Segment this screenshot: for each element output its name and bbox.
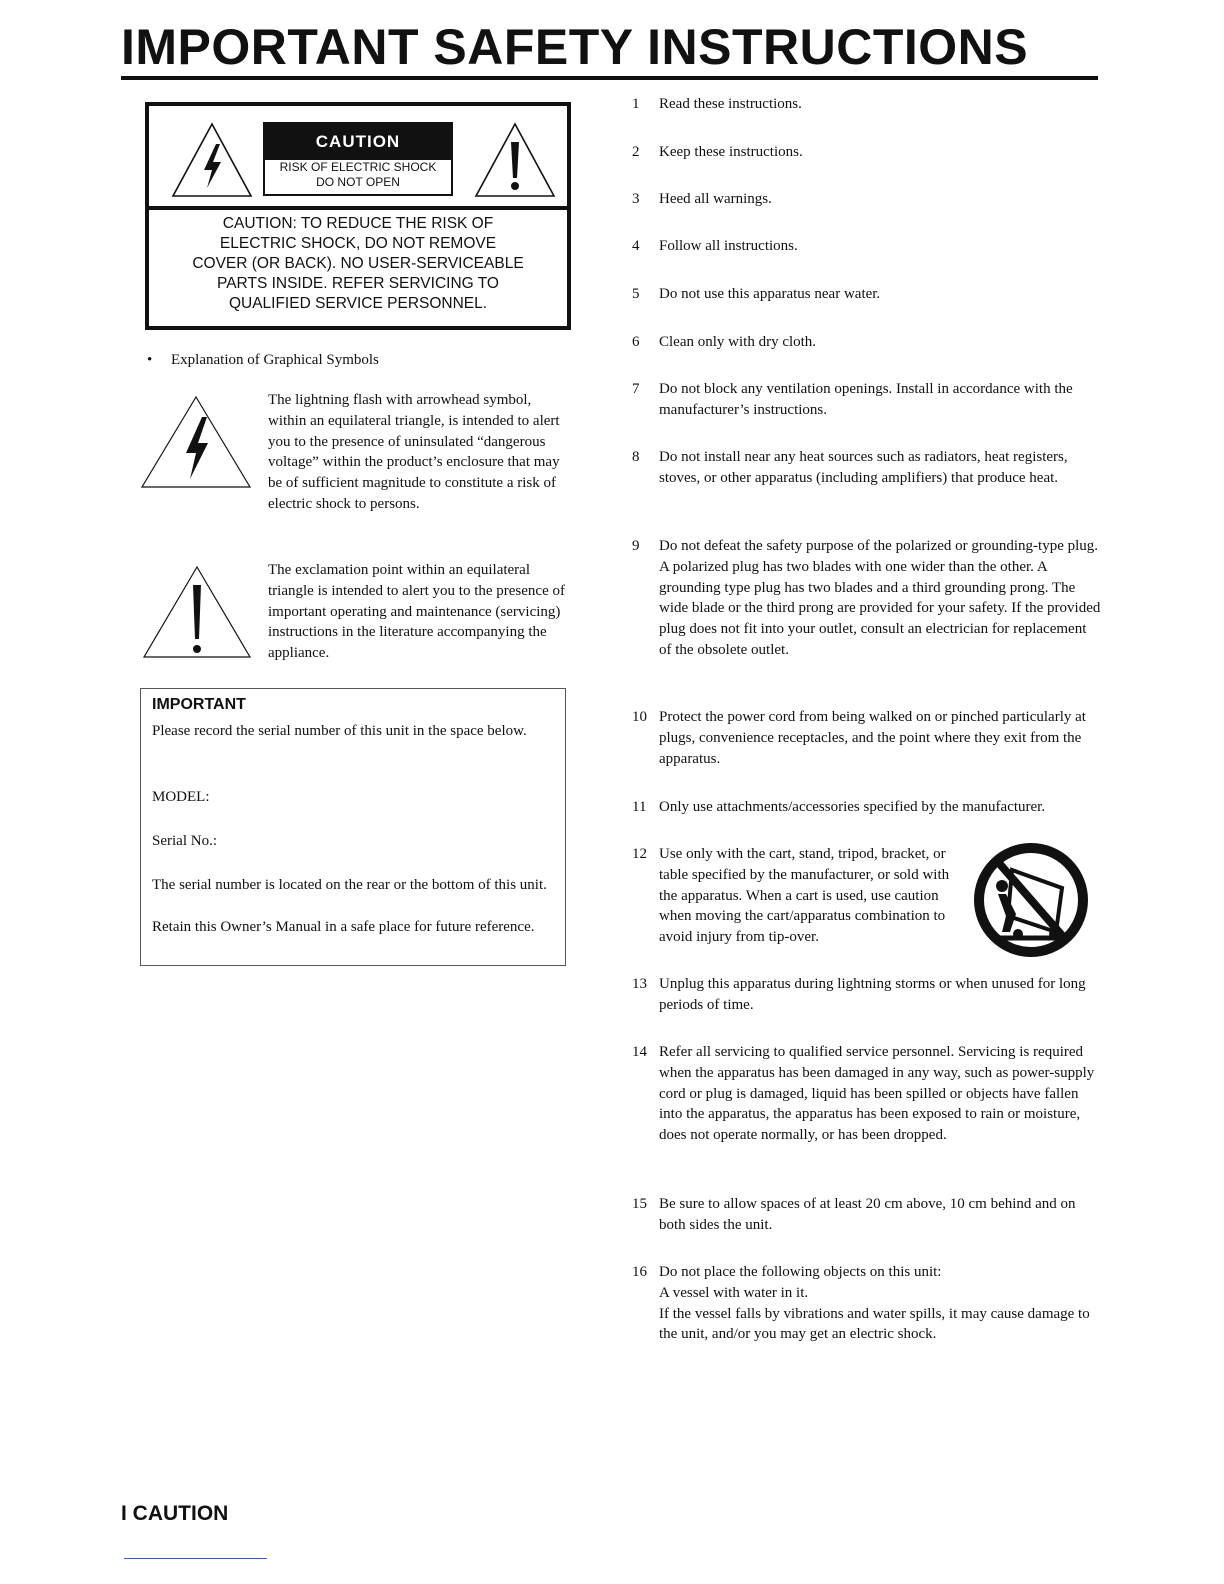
caution-label-line1: RISK OF ELECTRIC SHOCK bbox=[279, 160, 437, 174]
instruction-text: Unplug this apparatus during lightning storms or when unused for long periods of time. bbox=[659, 976, 1086, 1013]
exclamation-symbol-icon bbox=[142, 565, 252, 659]
caution-text-line: ELECTRIC SHOCK, DO NOT REMOVE bbox=[219, 235, 497, 252]
instruction-item bbox=[632, 974, 1102, 1016]
instruction-text: Protect the power cord from being walked on or pinched particularly at plugs, convenience receptacles, and the point where they exit from the apparatus. bbox=[659, 709, 1086, 767]
caution-label-line2: DO NOT OPEN bbox=[316, 175, 400, 189]
instruction-item bbox=[632, 189, 1102, 210]
instruction-text: Use only with the cart, stand, tripod, bracket, or table specified by the manufacturer, or sold with the apparatus. When a cart is used, use caution when moving the cart/apparatus combination to avoid injury from tip-over. bbox=[659, 846, 950, 946]
instruction-number: 12 bbox=[632, 846, 647, 862]
instruction-number: 8 bbox=[632, 449, 640, 465]
instruction-item bbox=[632, 536, 1102, 661]
instruction-text: Do not install near any heat sources such as radiators, heat registers, stoves, or other apparatus (including amplifiers) that produce heat. bbox=[659, 449, 1068, 486]
instruction-number: 10 bbox=[632, 709, 647, 725]
instruction-number: 13 bbox=[632, 976, 647, 992]
instruction-number: 11 bbox=[632, 799, 647, 815]
caution-box bbox=[145, 102, 571, 330]
instruction-item bbox=[632, 94, 1102, 115]
model-label: MODEL: bbox=[152, 789, 210, 805]
important-title: IMPORTANT bbox=[152, 696, 246, 713]
caution-warning-text bbox=[149, 214, 567, 314]
instruction-text: Do not place the following objects on this unit: bbox=[659, 1264, 942, 1280]
instruction-number: 15 bbox=[632, 1196, 647, 1212]
serial-label: Serial No.: bbox=[152, 833, 217, 849]
footer-section-label: I CAUTION bbox=[121, 1502, 229, 1525]
instruction-number: 3 bbox=[632, 191, 640, 207]
instruction-text: Clean only with dry cloth. bbox=[659, 334, 817, 350]
instruction-text: Refer all servicing to qualified service personnel. Servicing is required when the apparatus has been damaged in any way, such as power-supply cord or plug is damaged, liquid has been spilled or objects have fallen into the apparatus, the apparatus has been exposed to rain or moisture, does not operate normally, or has been dropped. bbox=[659, 1044, 1095, 1144]
page-title: IMPORTANT SAFETY INSTRUCTIONS bbox=[121, 19, 1029, 75]
instruction-number: 7 bbox=[632, 381, 640, 397]
instruction-text: Do not block any ventilation openings. Install in accordance with the manufacturer’s instructions. bbox=[659, 381, 1073, 418]
caution-label-heading: CAUTION bbox=[265, 124, 451, 160]
lightning-warning-icon bbox=[171, 122, 253, 198]
title-rule bbox=[121, 76, 1098, 80]
instruction-item bbox=[632, 1042, 1102, 1146]
caution-text-line: CAUTION: TO REDUCE THE RISK OF bbox=[222, 215, 494, 232]
instruction-item bbox=[632, 284, 1102, 305]
explanation-heading bbox=[147, 352, 379, 369]
instruction-item bbox=[632, 236, 1102, 257]
retain-manual-note: Retain this Owner’s Manual in a safe place for future reference. bbox=[152, 919, 535, 935]
instruction-item bbox=[632, 707, 1102, 769]
instruction-text: Only use attachments/accessories specified by the manufacturer. bbox=[659, 799, 1046, 815]
caution-header bbox=[149, 106, 567, 210]
caution-text-line: COVER (OR BACK). NO USER-SERVICEABLE bbox=[192, 255, 524, 272]
bullet: • bbox=[147, 352, 153, 368]
explanation-heading-text: Explanation of Graphical Symbols bbox=[171, 352, 379, 368]
instruction-number: 16 bbox=[632, 1264, 647, 1280]
instruction-text: Do not defeat the safety purpose of the polarized or grounding-type plug. A polarized plug has two blades with one wider than the other. A grounding type plug has two blades and a third grounding prong. The wide blade or the third prong are provided for your safety. If the provided plug does not fit into your outlet, consult an electrician for replacement of the obsolete outlet. bbox=[659, 538, 1101, 658]
important-intro: Please record the serial number of this unit in the space below. bbox=[152, 723, 527, 739]
instruction-item bbox=[632, 1262, 1102, 1345]
exclamation-warning-icon bbox=[474, 122, 556, 198]
instruction-text: Read these instructions. bbox=[659, 96, 802, 112]
instruction-text: Heed all warnings. bbox=[659, 191, 772, 207]
lightning-symbol-description: The lightning flash with arrowhead symbol, within an equilateral triangle, is intended to alert you to the presence of uninsulated “dangerous voltage” within the product’s enclosure that may be of sufficient magnitude to constitute a risk of electric shock to persons. bbox=[268, 392, 560, 512]
caution-text-line: QUALIFIED SERVICE PERSONNEL. bbox=[228, 295, 488, 312]
instruction-subtext: If the vessel falls by vibrations and water spills, it may cause damage to the unit, and/or you may get an electric shock. bbox=[659, 1305, 1090, 1343]
lightning-symbol-icon bbox=[140, 395, 252, 489]
instruction-number: 1 bbox=[632, 96, 640, 112]
instruction-text: Do not use this apparatus near water. bbox=[659, 286, 881, 302]
instruction-item bbox=[632, 379, 1102, 421]
instruction-item bbox=[632, 797, 1102, 818]
important-box bbox=[140, 688, 566, 966]
instruction-number: 4 bbox=[632, 238, 640, 254]
serial-location-note: The serial number is located on the rear or the bottom of this unit. bbox=[152, 877, 547, 893]
instruction-number: 2 bbox=[632, 144, 640, 160]
instruction-number: 14 bbox=[632, 1044, 647, 1060]
instruction-text: Keep these instructions. bbox=[659, 144, 803, 160]
instruction-item bbox=[632, 447, 1102, 489]
cart-tip-over-warning-icon bbox=[972, 842, 1092, 960]
instruction-subtext: A vessel with water in it. bbox=[659, 1284, 809, 1301]
instruction-number: 6 bbox=[632, 334, 640, 350]
instruction-item bbox=[632, 332, 1102, 353]
instruction-number: 5 bbox=[632, 286, 640, 302]
footer-rule bbox=[124, 1558, 267, 1559]
instruction-item bbox=[632, 142, 1102, 163]
instruction-number: 9 bbox=[632, 538, 640, 554]
caution-label bbox=[263, 122, 453, 196]
instruction-item bbox=[632, 1194, 1102, 1236]
instruction-text: Follow all instructions. bbox=[659, 238, 798, 254]
caution-text-line: PARTS INSIDE. REFER SERVICING TO bbox=[217, 275, 499, 292]
exclamation-symbol-description: The exclamation point within an equilateral triangle is intended to alert you to the presence of important operating and maintenance (servicing) instructions in the literature accompanying the appliance. bbox=[268, 562, 565, 662]
instruction-text: Be sure to allow spaces of at least 20 cm above, 10 cm behind and on both sides the unit. bbox=[659, 1196, 1076, 1233]
